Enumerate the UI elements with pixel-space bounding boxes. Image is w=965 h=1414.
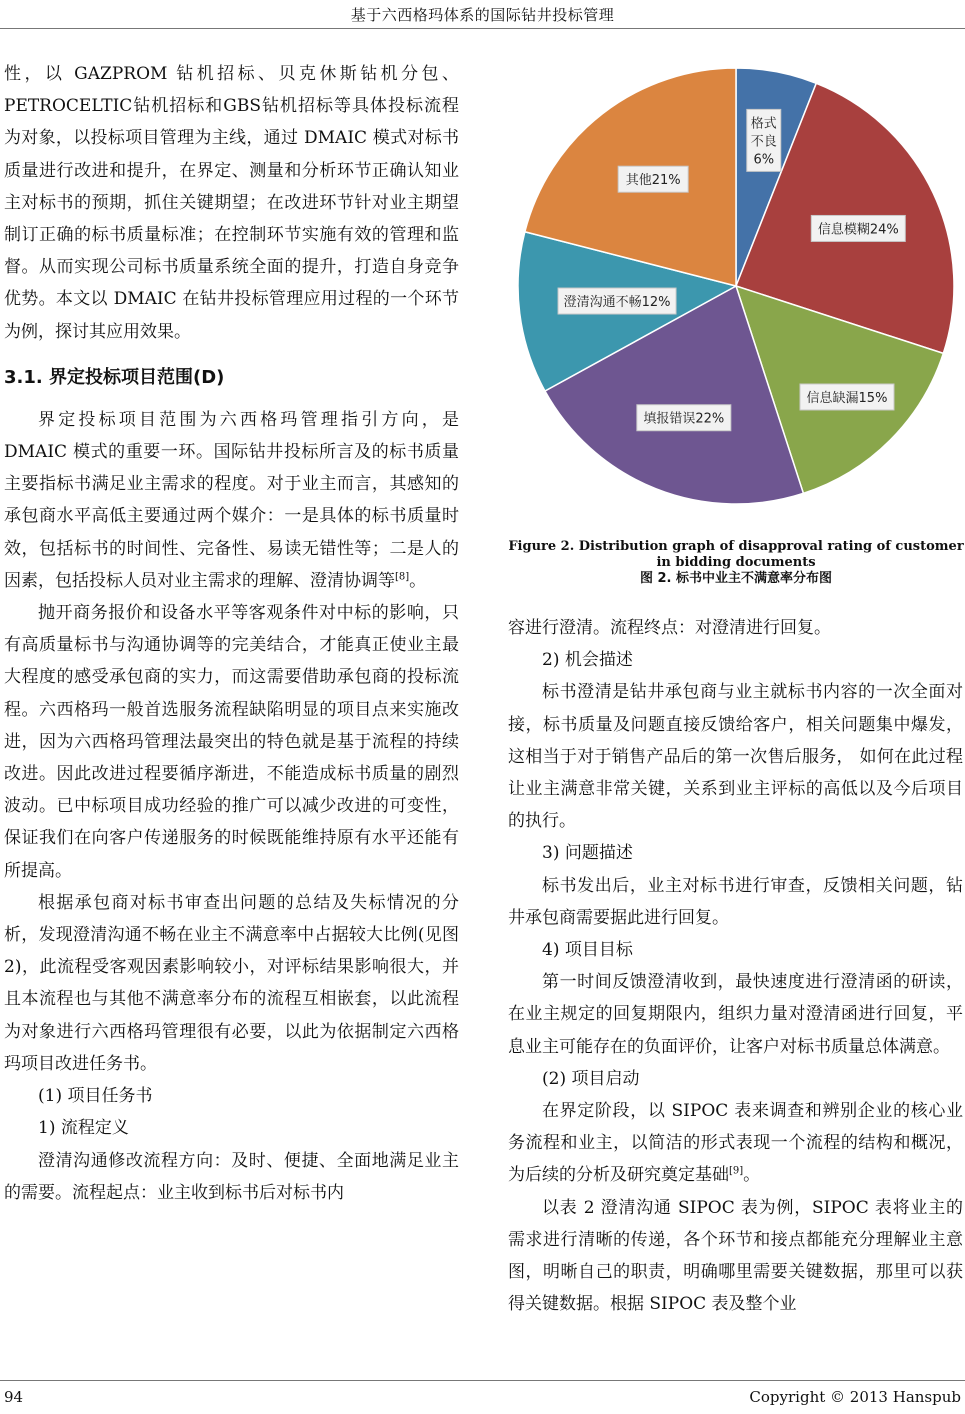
- pie-chart-figure: [508, 54, 964, 534]
- list-subheading: 3) 问题描述: [542, 843, 633, 864]
- pie-label-text: 不良: [750, 134, 777, 150]
- pie-label-text: 信息模糊24%: [817, 222, 899, 238]
- caption-english: Figure 2. Distribution graph of disapproval rating of customer in bidding documents: [508, 539, 964, 570]
- list-subheading: 2) 机会描述: [542, 650, 633, 671]
- list-heading: (2) 项目启动: [542, 1068, 640, 1089]
- paragraph: 澄清沟通修改流程方向：及时、便捷、全面地满足业主的需要。流程起点：业主收到标书后对标书内: [4, 1150, 459, 1203]
- pie-label-4: [637, 405, 731, 431]
- footer-rule: [0, 1380, 965, 1381]
- pie-label-5: [558, 288, 676, 314]
- pie-label-text: 格式: [750, 116, 777, 132]
- caption-chinese: 图 2. 标书中业主不满意率分布图: [639, 571, 833, 586]
- paragraph: 抛开商务报价和设备水平等客观条件对中标的影响，只有高质量标书与沟通协调等的完美结合，才能真正使业主最大程度的感受承包商的实力，而这需要借助承包商的投标流程。六西格玛一般首选服务流程缺陷明显的项目点来实施改进，因为六西格玛管理法最突出的特色就是基于流程的持续改进。因此改进过程要循序渐进，不能造成标书质量的剧烈波动。已中标项目成功经验的推广可以减少改进的可变性，保证我们在向客户传递服务的时候既能维持原有水平还能有所提高。: [4, 603, 459, 881]
- list-subheading: 1) 流程定义: [38, 1118, 129, 1139]
- paragraph: 第一时间反馈澄清收到，最快速度进行澄清函的研读，在业主规定的回复期限内，组织力量对澄清函进行回复，平息业主可能存在的负面评价，让客户对标书质量总体满意。: [508, 972, 963, 1057]
- pie-label-text: 其他21%: [625, 173, 681, 189]
- list-subheading: 4) 项目目标: [542, 940, 633, 961]
- pie-label-text: 填报错误22%: [643, 411, 725, 427]
- left-column: [4, 58, 459, 1209]
- paragraph: 根据承包商对标书审查出问题的总结及失标情况的分析，发现澄清沟通不畅在业主不满意率中占据较大比例(见图 2)，此流程受客观因素影响较小，对评标结果影响很大，并且本流程也与其他不满意率分布的流程互相嵌套，以此流程为对象进行六西格玛管理很有必要，以此为依据制定六西格玛项目改进任务书。: [4, 892, 459, 1074]
- paragraph: 性，以 GAZPROM 钻机招标、贝克休斯钻机分包、PETROCELTIC钻机招标和GBS钻机招标等具体投标流程为对象，以投标项目管理为主线，通过 DMAIC 模式对标书质量进行改进和提升，在界定、测量和分析环节正确认知业主对标书的预期，抓住关键期望；在改进环节针对业主期望制订正确的标书质量标准；在控制环节实施有效的管理和监督。从而实现公司标书质量系统全面的提升，打造自身竞争优势。本文以 DMAIC 在钻井投标管理应用过程的一个环节为例，探讨其应用效果。: [4, 64, 459, 342]
- right-column: [508, 612, 963, 1320]
- paragraph: 在界定阶段，以 SIPOC 表来调查和辨别企业的核心业务流程和业主，以简洁的形式表现一个流程的结构和概况，为后续的分析及研究奠定基础[9]。: [508, 1101, 963, 1186]
- citation[interactable]: [8]: [395, 571, 410, 583]
- paragraph: 容进行澄清。流程终点：对澄清进行回复。: [508, 618, 831, 638]
- pie-label-3: [800, 384, 894, 410]
- pie-label-6: [618, 166, 688, 192]
- pie-chart: [508, 54, 964, 534]
- pie-label-2: [811, 215, 905, 241]
- paragraph: 界定投标项目范围为六西格玛管理指引方向，是 DMAIC 模式的重要一环。国际钻井投标所言及的标书质量主要指标书满足业主需求的程度。对于业主而言，其感知的承包商水平高低主要通过两个媒介：一是具体的标书质量时效，包括标书的时间性、完备性、易读无错性等；二是人的因素，包括投标人员对业主需求的理解、澄清协调等[8]。: [4, 409, 459, 591]
- paragraph: 标书发出后，业主对标书进行审查，反馈相关问题，钻井承包商需要据此进行回复。: [508, 875, 963, 928]
- pie-label-text: 信息缺漏15%: [806, 390, 888, 406]
- section-heading: 3.1. 界定投标项目范围(D): [4, 366, 225, 388]
- paragraph: 以表 2 澄清沟通 SIPOC 表为例，SIPOC 表将业主的需求进行清晰的传递，各个环节和接点都能充分理解业主意图，明晰自己的职责，明确哪里需要关键数据，那里可以获得关键数据。根据 SIPOC 表及整个业: [508, 1197, 963, 1315]
- figure-caption: [508, 539, 964, 587]
- page-number: 94: [4, 1388, 24, 1406]
- pie-label-text: 6%: [753, 152, 775, 168]
- pie-label-1: [747, 109, 781, 171]
- running-title: 基于六西格玛体系的国际钻井投标管理: [350, 6, 615, 24]
- header-rule: [0, 28, 965, 29]
- citation[interactable]: [9]: [729, 1165, 744, 1177]
- paragraph: 标书澄清是钻井承包商与业主就标书内容的一次全面对接，标书质量及问题直接反馈给客户，相关问题集中爆发，这相当于对于销售产品后的第一次售后服务， 如何在此过程让业主满意非常关键，关系到业主评标的高低以及今后项目的执行。: [508, 682, 963, 832]
- copyright-notice: Copyright © 2013 Hanspub: [749, 1388, 961, 1406]
- pie-label-text: 澄清沟通不畅12%: [563, 295, 671, 311]
- list-heading: (1) 项目任务书: [38, 1086, 153, 1107]
